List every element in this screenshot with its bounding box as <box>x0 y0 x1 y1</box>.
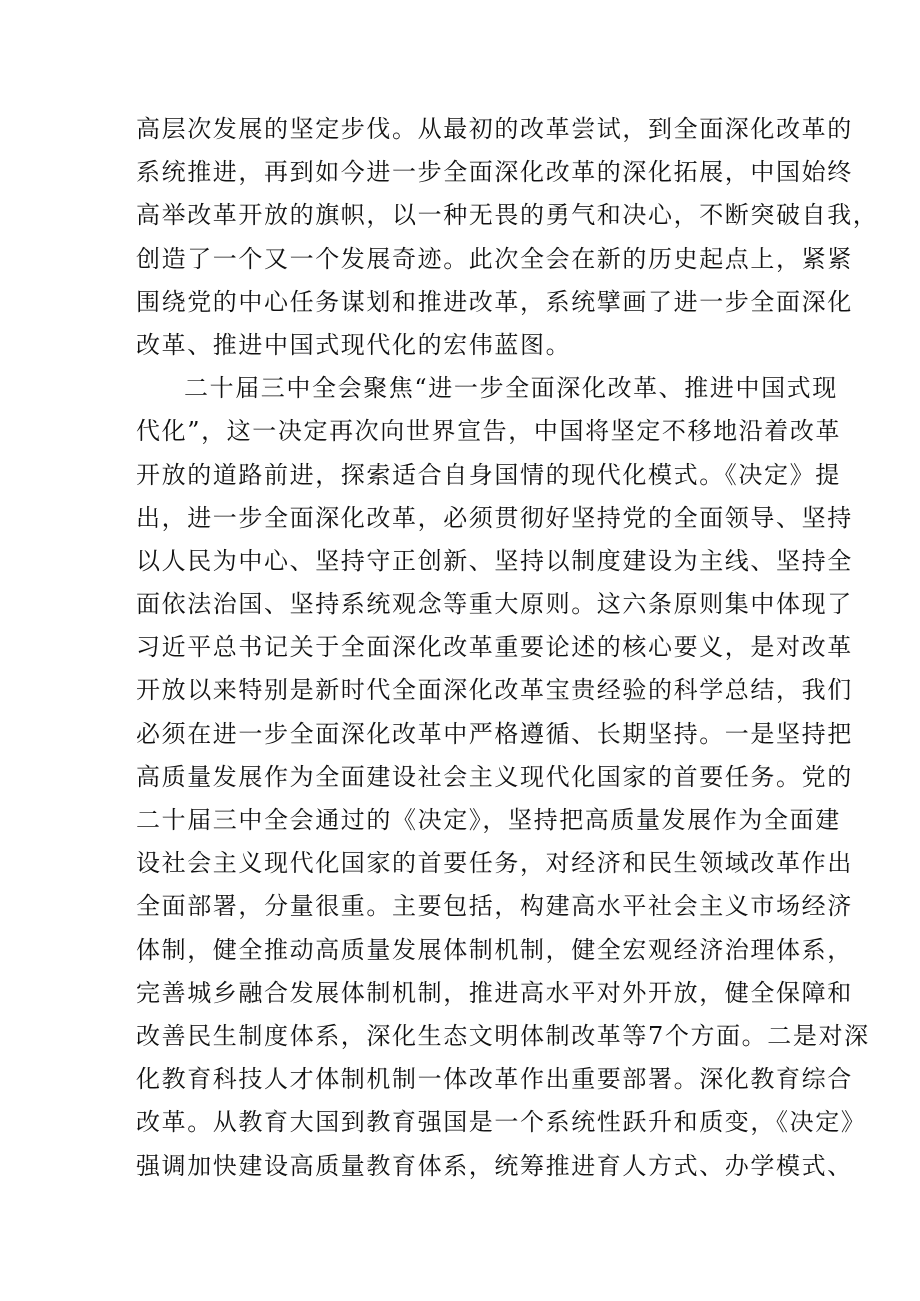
text-line: 改革。从教育大国到教育强国是一个系统性跃升和质变，《决定》 <box>136 1108 867 1137</box>
text-line: 面依法治国、坚持系统观念等重大原则。这六条原则集中体现了 <box>136 590 853 619</box>
text-line: 改革、推进中国式现代化的宏伟蓝图。 <box>136 330 572 359</box>
text-line: 围绕党的中心任务谋划和推进改革，系统擘画了进一步全面深化 <box>136 287 853 316</box>
text-line: 开放的道路前进，探索适合自身国情的现代化模式。《决定》提 <box>136 460 841 489</box>
text-line: 习近平总书记关于全面深化改革重要论述的核心要义，是对改革 <box>136 633 853 662</box>
text-line: 完善城乡融合发展体制机制，推进高水平对外开放，健全保障和 <box>136 978 853 1007</box>
text-line: 体制，健全推动高质量发展体制机制，健全宏观经济治理体系， <box>136 935 853 964</box>
text-line: 设社会主义现代化国家的首要任务，对经济和民生领域改革作出 <box>136 849 853 878</box>
text-line: 以人民为中心、坚持守正创新、坚持以制度建设为主线、坚持全 <box>136 546 853 575</box>
text-line: 全面部署，分量很重。主要包括，构建高水平社会主义市场经济 <box>136 892 853 921</box>
text-line: 高层次发展的坚定步伐。从最初的改革尝试，到全面深化改革的 <box>136 115 853 143</box>
body-text <box>136 108 879 1188</box>
text-line: 开放以来特别是新时代全面深化改革宝贵经验的科学总结，我们 <box>136 676 853 705</box>
text-line: 代化”，这一决定再次向世界宣告，中国将坚定不移地沿着改革 <box>136 417 842 446</box>
text-line: 强调加快建设高质量教育体系，统筹推进育人方式、办学模式、 <box>136 1151 853 1180</box>
text-line: 必须在进一步全面深化改革中严格遵循、长期坚持。一是坚持把 <box>136 719 853 748</box>
text-line: 出，进一步全面深化改革，必须贯彻好坚持党的全面领导、坚持 <box>136 503 853 532</box>
text-line: 二十届三中全会通过的《决定》，坚持把高质量发展作为全面建 <box>136 806 841 834</box>
text-line: 改善民生制度体系，深化生态文明体制改革等7个方面。二是对深 <box>136 1021 870 1050</box>
text-line: 化教育科技人才体制机制一体改革作出重要部署。深化教育综合 <box>136 1065 853 1094</box>
text-line: 创造了一个又一个发展奇迹。此次全会在新的历史起点上，紧紧 <box>136 244 853 273</box>
text-line: 高质量发展作为全面建设社会主义现代化国家的首要任务。党的 <box>136 762 853 791</box>
text-line: 高举改革开放的旗帜，以一种无畏的勇气和决心，不断突破自我， <box>136 201 879 230</box>
text-line: 系统推进，再到如今进一步全面深化改革的深化拓展，中国始终 <box>136 158 853 187</box>
paragraph-first-line: 二十届三中全会聚焦“进一步全面深化改革、推进中国式现 <box>184 374 838 403</box>
